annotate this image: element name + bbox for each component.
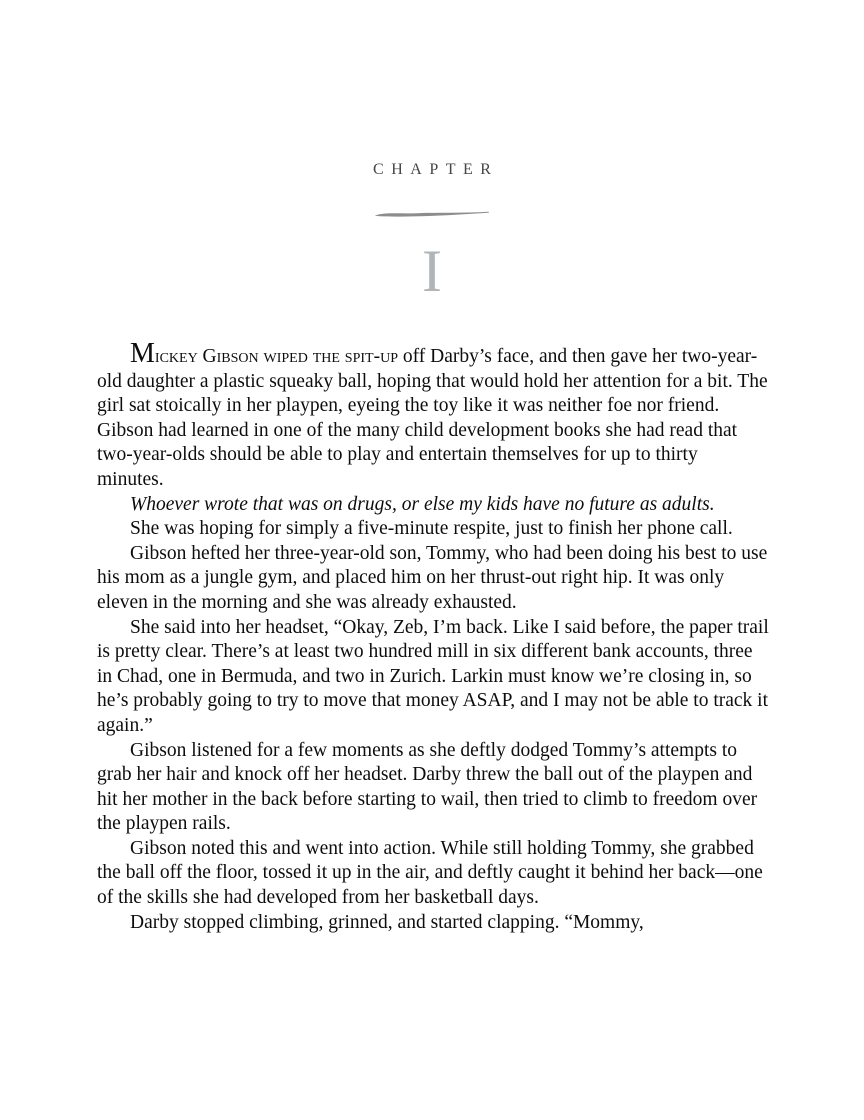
chapter-heading: CHAPTER xyxy=(373,161,499,178)
opening-paragraph-text: off Darby’s face, and then gave her two-year-old daughter a plastic squeaky ball, hoping that would hold her attention for a bit. The girl sat stoically in her playpen, eyeing the toy like it was neither foe nor friend. Gibson had learned in one of the many child development books she had read that two-year-olds should be able to play and entertain themselves for up to thirty minutes. xyxy=(97,346,768,490)
opening-paragraph xyxy=(97,338,769,493)
body-text xyxy=(97,338,769,935)
paragraph: Gibson hefted her three-year-old son, Tommy, who had been doing his best to use his mom as a jungle gym, and placed him on her thrust-out right hip. It was only eleven in the morning and she was already exhausted. xyxy=(97,542,768,613)
paragraph: Gibson listened for a few moments as she deftly dodged Tommy’s attempts to grab her hair and knock off her headset. Darby threw the ball out of the playpen and hit her mother in the back before starting to wail, then tried to climb to freedom over the playpen rails. xyxy=(97,739,758,835)
paragraph: She was hoping for simply a five-minute respite, just to finish her phone call. xyxy=(130,518,733,540)
chapter-divider xyxy=(0,206,864,225)
drop-cap-initial: M xyxy=(130,338,155,369)
paragraph: Gibson noted this and went into action. While still holding Tommy, she grabbed the ball off the floor, tossed it up in the air, and deftly caught it behind her back—one of the skills she had developed from her basketball days. xyxy=(97,837,763,909)
paragraph: Darby stopped climbing, grinned, and started clapping. “Mommy, xyxy=(130,911,644,933)
chapter-numeral: I xyxy=(422,238,442,304)
small-caps-lead: ickey Gibson wiped the spit-up xyxy=(154,346,398,367)
brush-stroke-path xyxy=(375,212,489,217)
paragraph: She said into her headset, “Okay, Zeb, I’m back. Like I said before, the paper trail is pretty clear. There’s at least two hundred mill in six different bank accounts, three in Chad, one in Bermuda, and two in Zurich. Larkin must know we’re closing in, so he’s probably going to try to move that money ASAP, and I may not be able to track it again.” xyxy=(97,616,769,736)
paragraph: Whoever wrote that was on drugs, or else my kids have no future as adults. xyxy=(130,493,715,515)
brush-stroke-icon xyxy=(372,206,492,220)
